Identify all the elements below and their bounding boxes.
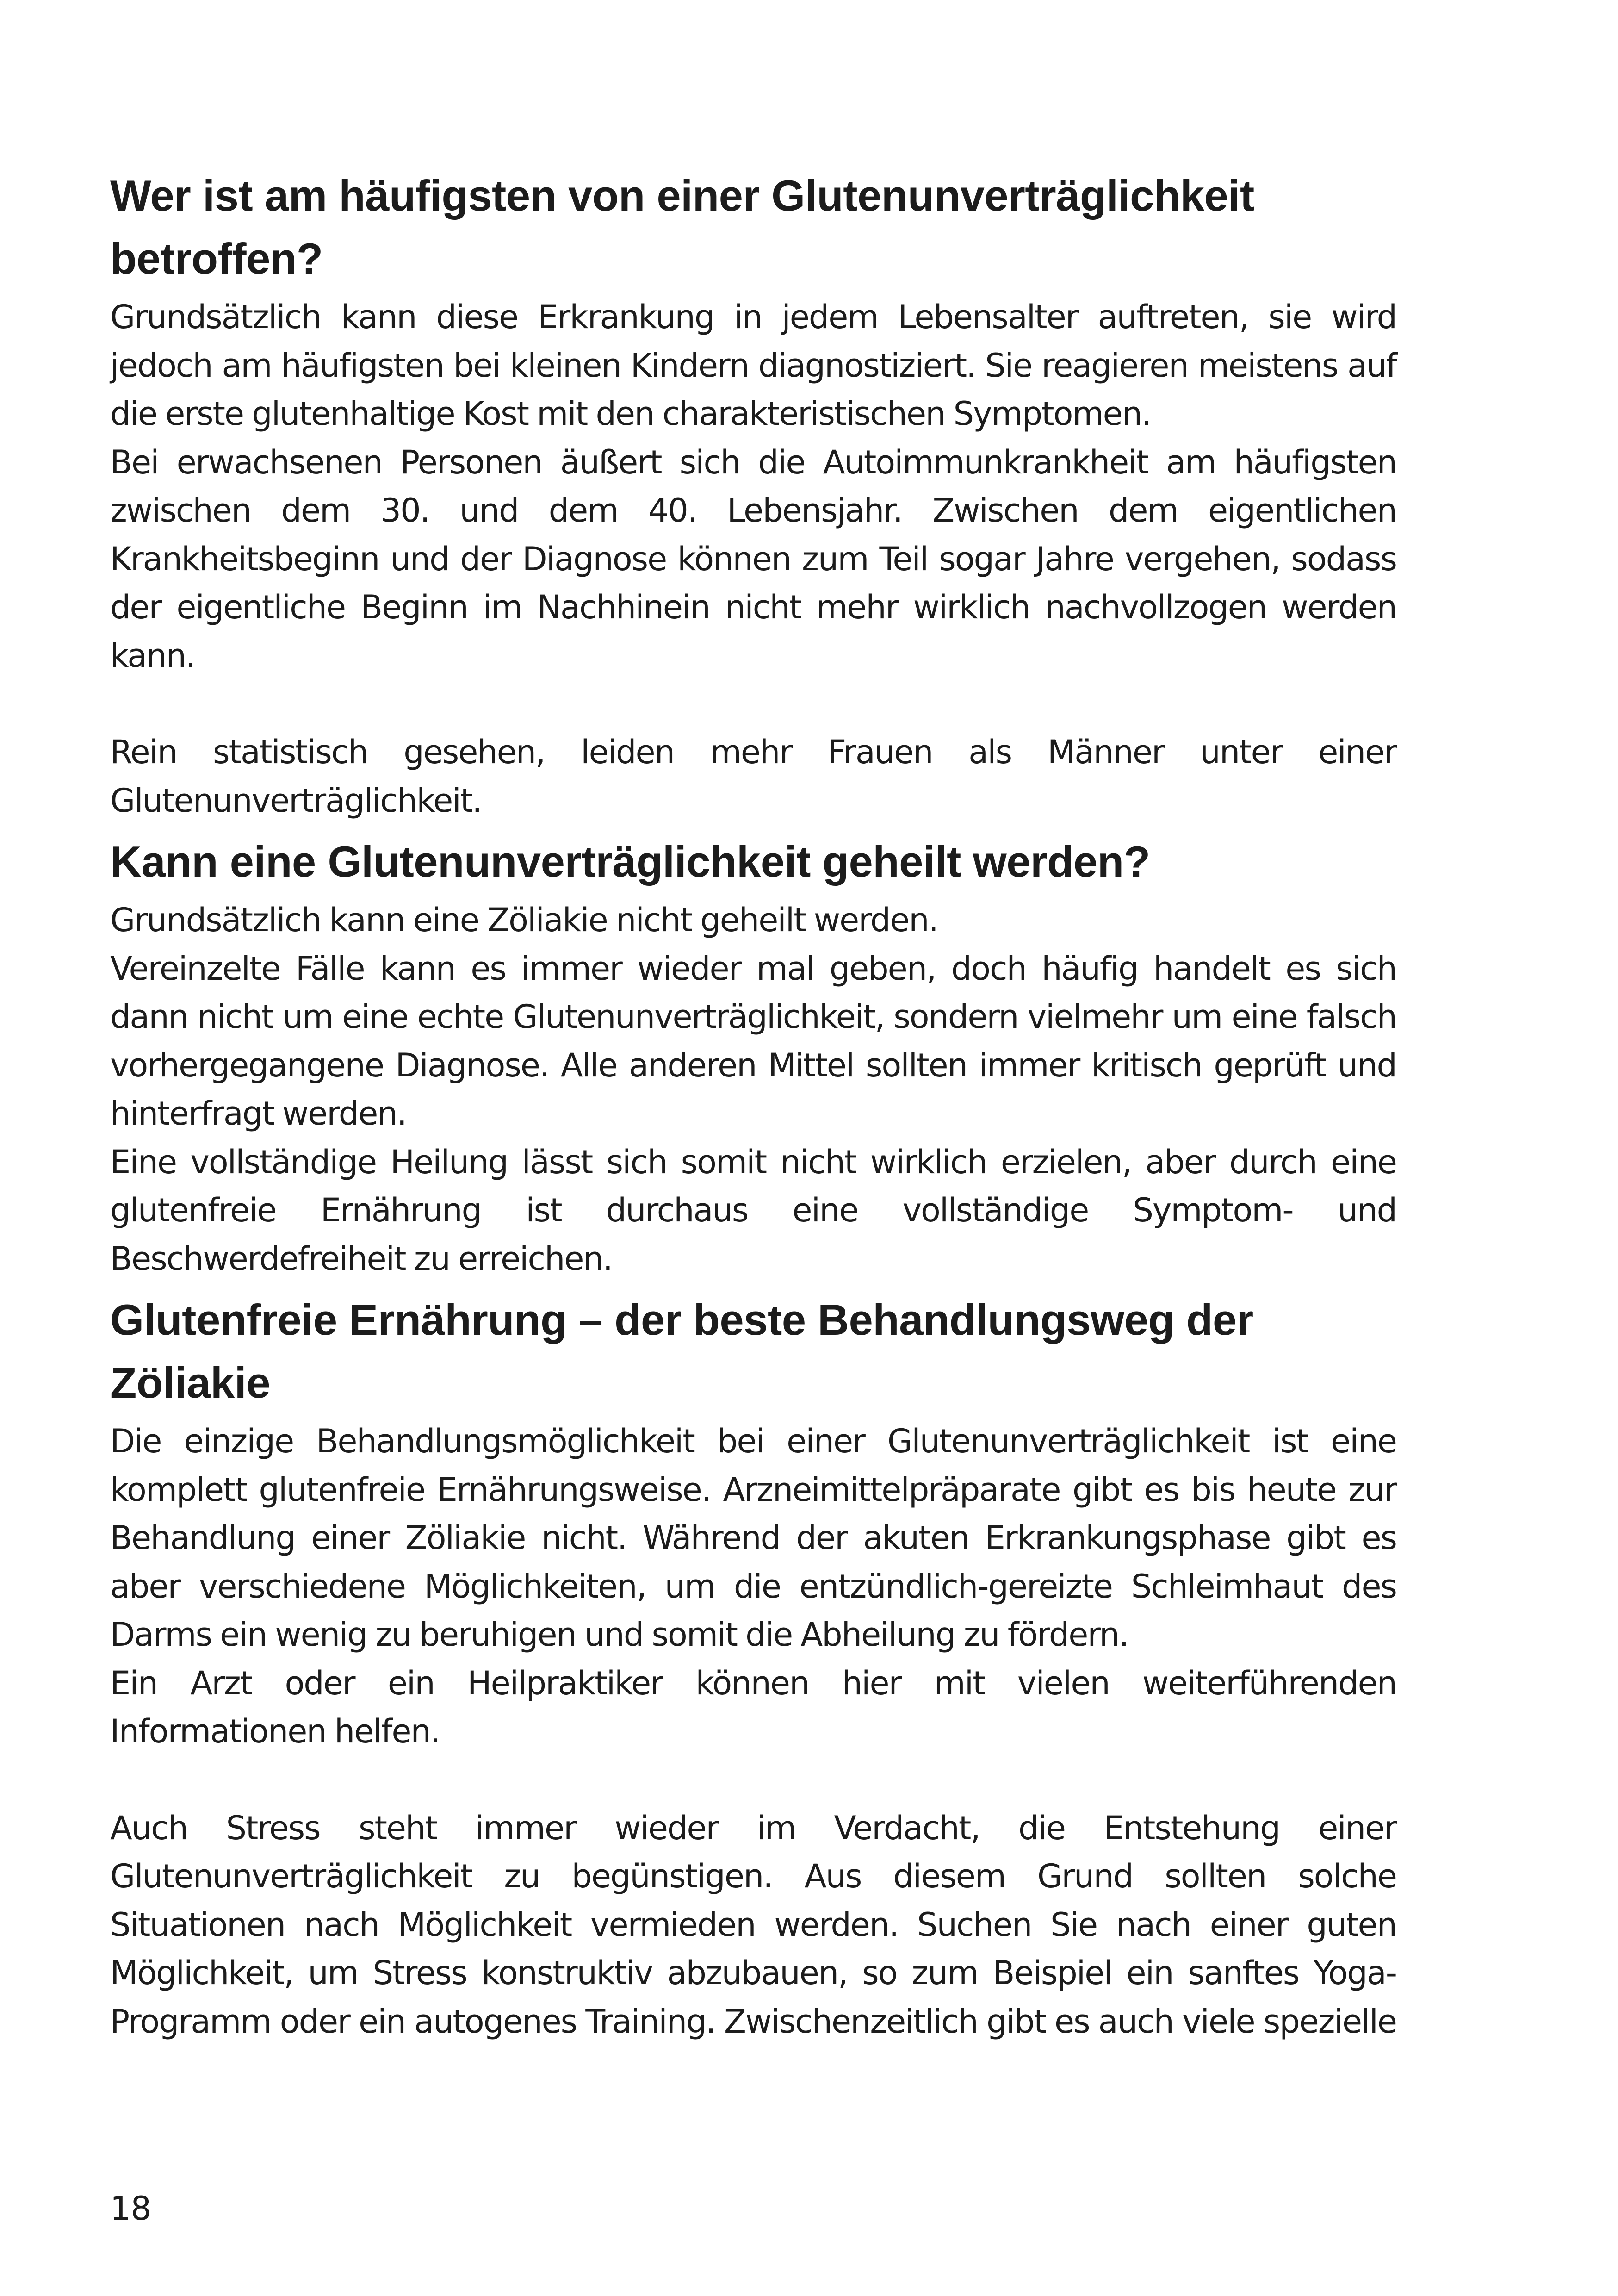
- paragraph: Grundsätzlich kann eine Zöliakie nicht geheilt werden.: [110, 901, 938, 939]
- paragraph: Eine vollständige Heilung lässt sich somit nicht wirklich erzielen, aber durch eine glutenfreie Ernährung ist durchaus eine vollständige Symptom- und Beschwerdefreiheit zu erreichen.: [110, 1143, 1396, 1278]
- paragraph: Bei erwachsenen Personen äußert sich die Autoimmunkrankheit am häufigsten zwischen dem 30. und dem 40. Lebensjahr. Zwischen dem eigentlichen Krankheitsbeginn und der Diagnose können zum Teil sogar Jahre vergehen, sodass der eigentliche Beginn im Nachhinein nicht mehr wirklich nachvollzogen werden kann.: [110, 443, 1396, 675]
- page-content: [110, 164, 1396, 2046]
- paragraph-spacer: [110, 680, 1396, 728]
- paragraph: Die einzige Behandlungsmöglichkeit bei einer Glutenunverträglichkeit ist eine komplett glutenfreie Ernährungsweise. Arzneimittelpräparate gibt es bis heute zur Behandlung einer Zöliakie nicht. Während der akuten Erkrankungsphase gibt es aber verschiedene Möglichkeiten, um die entzündlich-gereizte Schleimhaut des Darms ein wenig zu beruhigen und somit die Abheilung zu fördern.: [110, 1422, 1396, 1654]
- paragraph: Vereinzelte Fälle kann es immer wieder mal geben, doch häufig handelt es sich dann nicht um eine echte Glutenunverträglichkeit, sondern vielmehr um eine falsch vorhergegangene Diagnose. Alle anderen Mittel sollten immer kritisch geprüft und hinterfragt werden.: [110, 949, 1396, 1132]
- section-heading: Kann eine Glutenunverträglichkeit geheilt werden?: [110, 837, 1150, 886]
- paragraph: Grundsätzlich kann diese Erkrankung in jedem Lebensalter auftreten, sie wird jedoch am häufigsten bei kleinen Kindern diagnostiziert. Sie reagieren meistens auf die erste glutenhaltige Kost mit den charakteristischen Symptomen.: [110, 298, 1396, 433]
- paragraph: Auch Stress steht immer wieder im Verdacht, die Entstehung einer Glutenunverträglichkeit zu begünstigen. Aus diesem Grund sollten solche Situationen nach Möglichkeit vermieden werden. Suchen Sie nach einer guten Möglichkeit, um Stress konstruktiv abzubauen, so zum Beispiel ein sanftes Yoga-Programm oder ein autogenes Training. Zwischenzeitlich gibt es auch viele spezielle: [110, 1809, 1396, 2041]
- paragraph: Ein Arzt oder ein Heilpraktiker können hier mit vielen weiterführenden Informationen helfen.: [110, 1664, 1396, 1750]
- section-heading: Wer ist am häufigsten von einer Glutenunverträglichkeit betroffen?: [110, 171, 1254, 283]
- section-spacer: [110, 825, 1396, 830]
- section-heading: Glutenfreie Ernährung – der beste Behandlungsweg der Zöliakie: [110, 1295, 1253, 1407]
- paragraph: Rein statistisch gesehen, leiden mehr Frauen als Männer unter einer Glutenunverträglichkeit.: [110, 733, 1396, 820]
- paragraph-spacer: [110, 1756, 1396, 1804]
- page-number: 18: [110, 2190, 152, 2228]
- section-spacer: [110, 1283, 1396, 1288]
